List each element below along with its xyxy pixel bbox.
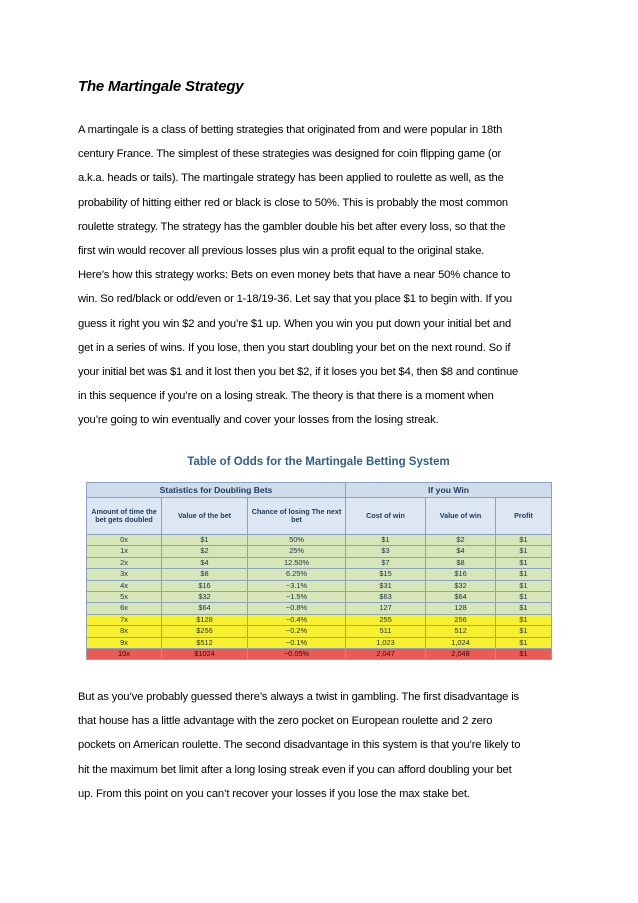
table-cell: $1 <box>496 637 552 648</box>
table-cell: $64 <box>162 603 248 614</box>
table-cell: $1 <box>346 535 426 546</box>
table-cell: 50% <box>248 535 346 546</box>
text-line: guess it right you win $2 and you’re $1 up. When you win you put down your initial bet and <box>78 317 512 330</box>
table-cell: $256 <box>162 626 248 637</box>
table-cell: 6.25% <box>248 569 346 580</box>
table-cell: $3 <box>346 546 426 557</box>
table-cell: $4 <box>162 557 248 568</box>
table-cell: $32 <box>426 580 496 591</box>
table-cell: $1 <box>496 592 552 603</box>
table-cell: 128 <box>426 603 496 614</box>
table-row <box>87 592 552 603</box>
table-cell: 12.50% <box>248 557 346 568</box>
table-cell: ~1.5% <box>248 592 346 603</box>
table-cell: $16 <box>426 569 496 580</box>
group-header-if-you-win: If you Win <box>346 483 552 498</box>
table-cell: 3x <box>87 569 162 580</box>
table-cell: $16 <box>162 580 248 591</box>
table-row <box>87 637 552 648</box>
group-header-statistics: Statistics for Doubling Bets <box>87 483 346 498</box>
table-cell: 2,047 <box>346 649 426 660</box>
table-cell: 25% <box>248 546 346 557</box>
table-cell: 255 <box>346 614 426 625</box>
paragraph-disadvantages <box>78 685 568 806</box>
text-line: first win would recover all previous losses plus win a profit equal to the original stake. <box>78 244 485 257</box>
table-cell: $1024 <box>162 649 248 660</box>
table-cell: ~0.1% <box>248 637 346 648</box>
table-cell: 1,023 <box>346 637 426 648</box>
text-line: Here’s how this strategy works: Bets on even money bets that have a near 50% chance to <box>78 269 511 282</box>
table-cell: $512 <box>162 637 248 648</box>
table-cell: $1 <box>496 546 552 557</box>
table-cell: $31 <box>346 580 426 591</box>
table-cell: ~0.2% <box>248 626 346 637</box>
table-cell: $1 <box>496 535 552 546</box>
table-cell: $63 <box>346 592 426 603</box>
column-header: Amount of time the bet gets doubled <box>87 498 162 535</box>
table-cell: $15 <box>346 569 426 580</box>
text-line: win. So red/black or odd/even or 1-18/19-36. Let say that you place $1 to begin with. If you <box>78 293 512 306</box>
text-line: roulette strategy. The strategy has the gambler double his bet after every loss, so that the <box>78 220 506 233</box>
column-header: Value of win <box>426 498 496 535</box>
table-cell: 256 <box>426 614 496 625</box>
text-line: you’re going to win eventually and cover your losses from the losing streak. <box>78 414 439 427</box>
column-header: Profit <box>496 498 552 535</box>
text-line: pockets on American roulette. The second disadvantage in this system is that you’re likely to <box>78 739 521 752</box>
text-line: But as you’ve probably guessed there’s always a twist in gambling. The first disadvantage is <box>78 691 519 703</box>
table-cell: $7 <box>346 557 426 568</box>
table-cell: $1 <box>496 603 552 614</box>
table-cell: $1 <box>496 580 552 591</box>
table-cell: $2 <box>162 546 248 557</box>
table-row <box>87 546 552 557</box>
table-cell: $4 <box>426 546 496 557</box>
table-cell: 10x <box>87 649 162 660</box>
column-header: Chance of losing The next bet <box>248 498 346 535</box>
table-cell: 7x <box>87 614 162 625</box>
table-cell: $64 <box>426 592 496 603</box>
table-row <box>87 535 552 546</box>
text-line: A martingale is a class of betting strategies that originated from and were popular in 18th <box>78 124 503 136</box>
table-cell: ~3.1% <box>248 580 346 591</box>
table-row <box>87 569 552 580</box>
table-cell: $2 <box>426 535 496 546</box>
table-cell: 511 <box>346 626 426 637</box>
table-cell: $32 <box>162 592 248 603</box>
table-cell: $1 <box>496 614 552 625</box>
table-row <box>87 603 552 614</box>
odds-table-figure <box>86 452 551 660</box>
odds-table <box>86 482 552 660</box>
table-row <box>87 580 552 591</box>
table-cell: $1 <box>496 626 552 637</box>
table-row <box>87 626 552 637</box>
table-cell: 0x <box>87 535 162 546</box>
table-cell: ~0.4% <box>248 614 346 625</box>
text-line: that house has a little advantage with the zero pocket on European roulette and 2 zero <box>78 715 493 728</box>
table-row <box>87 557 552 568</box>
table-cell: 6x <box>87 603 162 614</box>
text-line: probability of hitting either red or black is close to 50%. This is probably the most common <box>78 196 508 209</box>
table-cell: 2,048 <box>426 649 496 660</box>
table-cell: 127 <box>346 603 426 614</box>
table-cell: $1 <box>496 649 552 660</box>
table-cell: 2x <box>87 557 162 568</box>
table-cell: $8 <box>162 569 248 580</box>
text-line: up. From this point on you can’t recover your losses if you lose the max stake bet. <box>78 787 470 800</box>
text-line: hit the maximum bet limit after a long losing streak even if you can afford doubling your bet <box>78 763 512 776</box>
table-cell: 1,024 <box>426 637 496 648</box>
table-cell: 1x <box>87 546 162 557</box>
table-cell: $1 <box>496 557 552 568</box>
column-header: Value of the bet <box>162 498 248 535</box>
table-cell: $8 <box>426 557 496 568</box>
table-cell: $128 <box>162 614 248 625</box>
text-line: in this sequence if you’re on a losing streak. The theory is that there is a moment when <box>78 390 494 403</box>
table-cell: 4x <box>87 580 162 591</box>
text-line: your initial bet was $1 and it lost then you bet $2, if it loses you bet $4, then $8 and continue <box>78 365 519 378</box>
table-cell: 9x <box>87 637 162 648</box>
table-cell: ~0.8% <box>248 603 346 614</box>
column-header: Cost of win <box>346 498 426 535</box>
text-line: a.k.a. heads or tails). The martingale strategy has been applied to roulette as well, as the <box>78 172 504 185</box>
table-row <box>87 614 552 625</box>
text-line: century France. The simplest of these strategies was designed for coin flipping game (or <box>78 148 502 161</box>
paragraph-intro <box>78 118 568 432</box>
table-row <box>87 649 552 660</box>
table-cell: $1 <box>496 569 552 580</box>
table-cell: $1 <box>162 535 248 546</box>
table-cell: ~0.05% <box>248 649 346 660</box>
table-cell: 512 <box>426 626 496 637</box>
table-cell: 8x <box>87 626 162 637</box>
document-title: The Martingale Strategy <box>78 78 244 95</box>
table-cell: 5x <box>87 592 162 603</box>
table-title: Table of Odds for the Martingale Betting System <box>187 456 450 468</box>
text-line: get in a series of wins. If you lose, then you start doubling your bet on the next round. So if <box>78 341 511 354</box>
